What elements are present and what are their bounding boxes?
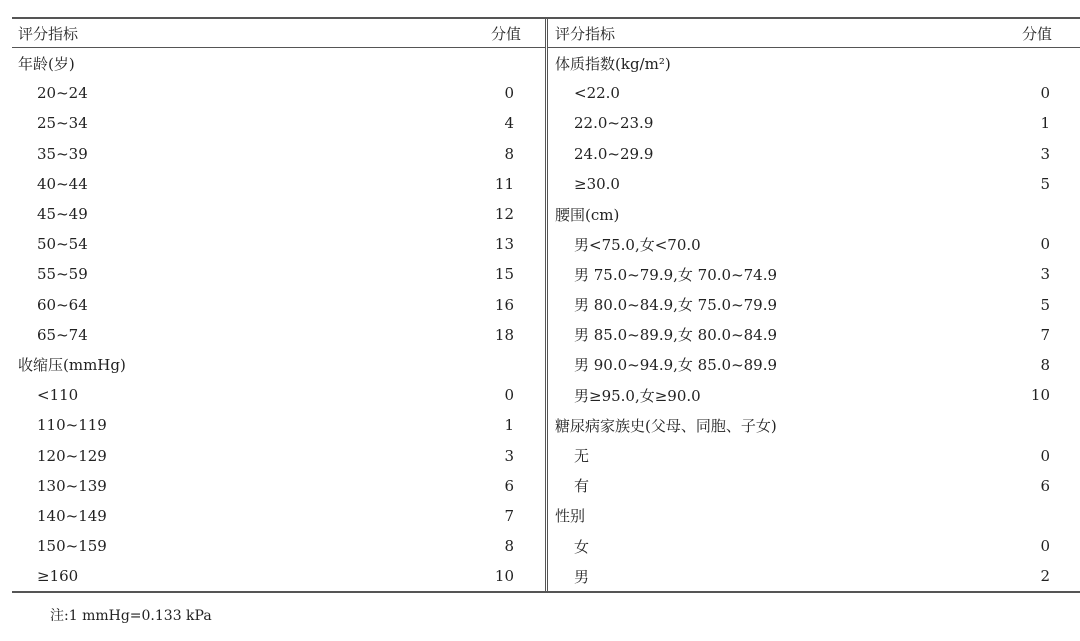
row-value: 7 [1040, 325, 1050, 344]
table-row [548, 108, 1080, 138]
row-value: 8 [504, 144, 514, 163]
table-row [12, 78, 545, 108]
table-row [12, 440, 545, 470]
row-label: 110~119 [37, 416, 107, 435]
row-value: 10 [494, 567, 514, 586]
table-row [12, 229, 545, 259]
row-label: ≥160 [37, 567, 79, 586]
table-row [548, 320, 1080, 350]
row-value: 13 [494, 235, 514, 254]
group-title-age [12, 48, 545, 78]
group-title-waist [548, 199, 1080, 229]
row-label: <22.0 [574, 84, 620, 103]
row-value: 6 [504, 476, 514, 495]
table-row [12, 531, 545, 561]
row-value: 1 [1040, 114, 1050, 133]
score-table-wrapper [12, 17, 1080, 593]
right-panel [548, 19, 1080, 591]
table-row [12, 561, 545, 591]
table-row [12, 108, 545, 138]
row-label: 无 [574, 447, 590, 466]
table-header [12, 19, 545, 48]
row-label: 45~49 [37, 205, 88, 224]
row-label: 50~54 [37, 235, 88, 254]
row-value: 8 [1040, 355, 1050, 374]
row-value: 0 [1040, 84, 1050, 103]
table-row [12, 199, 545, 229]
group-title-family-history [548, 410, 1080, 440]
table-row [548, 290, 1080, 320]
row-value: 10 [1030, 386, 1050, 405]
row-label: 男≥95.0,女≥90.0 [574, 386, 701, 405]
row-label: 男 75.0~79.9,女 70.0~74.9 [574, 265, 778, 284]
row-value: 0 [504, 386, 514, 405]
table-row [12, 139, 545, 169]
row-label: 男 85.0~89.9,女 80.0~84.9 [574, 326, 778, 345]
header-score: 分值 [1021, 24, 1052, 43]
row-value: 5 [1040, 295, 1050, 314]
table-row [548, 229, 1080, 259]
row-label: 25~34 [37, 114, 88, 133]
row-value: 6 [1040, 476, 1050, 495]
group-title: 体质指数(kg/m²) [555, 54, 671, 73]
row-label: 22.0~23.9 [574, 114, 654, 133]
row-value: 16 [494, 295, 514, 314]
row-value: 11 [494, 174, 514, 193]
row-label: 140~149 [37, 506, 107, 525]
group-title: 收缩压(mmHg) [18, 356, 126, 375]
table-row [548, 440, 1080, 470]
row-value: 2 [1040, 567, 1050, 586]
row-label: 男<75.0,女<70.0 [574, 235, 701, 254]
table-row [12, 380, 545, 410]
row-value: 4 [504, 114, 514, 133]
row-label: 有 [574, 477, 590, 496]
row-value: 3 [504, 446, 514, 465]
row-label: 20~24 [37, 84, 88, 103]
table-row [548, 139, 1080, 169]
row-label: 男 [574, 567, 590, 586]
row-value: 18 [494, 325, 514, 344]
table-row [548, 169, 1080, 199]
table-row [548, 350, 1080, 380]
group-title-bmi [548, 48, 1080, 78]
row-value: 1 [504, 416, 514, 435]
group-title: 糖尿病家族史(父母、同胞、子女) [555, 416, 777, 435]
table-footnote: 注:1 mmHg=0.133 kPa [50, 608, 212, 624]
table-row [548, 471, 1080, 501]
header-indicator: 评分指标 [555, 24, 616, 43]
table-row [12, 471, 545, 501]
group-title: 腰围(cm) [555, 205, 620, 224]
row-label: 35~39 [37, 144, 88, 163]
table-row [12, 320, 545, 350]
row-value: 3 [1040, 144, 1050, 163]
row-value: 0 [504, 84, 514, 103]
group-title-systolic-bp [12, 350, 545, 380]
table-row [12, 501, 545, 531]
table-row [548, 561, 1080, 591]
table-row [548, 78, 1080, 108]
table-header [548, 19, 1080, 48]
table-row [548, 531, 1080, 561]
group-title: 性别 [555, 507, 586, 526]
row-label: 55~59 [37, 265, 88, 284]
row-value: 15 [494, 265, 514, 284]
group-title-sex [548, 501, 1080, 531]
row-label: 男 80.0~84.9,女 75.0~79.9 [574, 296, 778, 315]
row-value: 8 [504, 537, 514, 556]
row-value: 5 [1040, 174, 1050, 193]
row-value: 0 [1040, 235, 1050, 254]
row-label: <110 [37, 386, 79, 405]
table-row [12, 290, 545, 320]
table-row [548, 259, 1080, 289]
header-indicator: 评分指标 [18, 24, 79, 43]
row-label: ≥30.0 [574, 174, 620, 193]
header-score: 分值 [490, 24, 521, 43]
row-label: 150~159 [37, 537, 107, 556]
row-label: 40~44 [37, 174, 88, 193]
row-label: 60~64 [37, 295, 88, 314]
table-row [12, 410, 545, 440]
row-label: 女 [574, 537, 590, 556]
table-row [12, 259, 545, 289]
row-label: 24.0~29.9 [574, 144, 654, 163]
row-value: 3 [1040, 265, 1050, 284]
row-value: 7 [504, 506, 514, 525]
table-row [548, 380, 1080, 410]
row-value: 12 [494, 205, 514, 224]
table-row [12, 169, 545, 199]
group-title: 年龄(岁) [18, 54, 75, 73]
row-value: 0 [1040, 537, 1050, 556]
row-label: 120~129 [37, 446, 107, 465]
row-label: 65~74 [37, 325, 88, 344]
row-label: 男 90.0~94.9,女 85.0~89.9 [574, 356, 778, 375]
score-table [12, 17, 1080, 593]
row-value: 0 [1040, 446, 1050, 465]
left-panel [12, 19, 548, 591]
row-label: 130~139 [37, 476, 107, 495]
